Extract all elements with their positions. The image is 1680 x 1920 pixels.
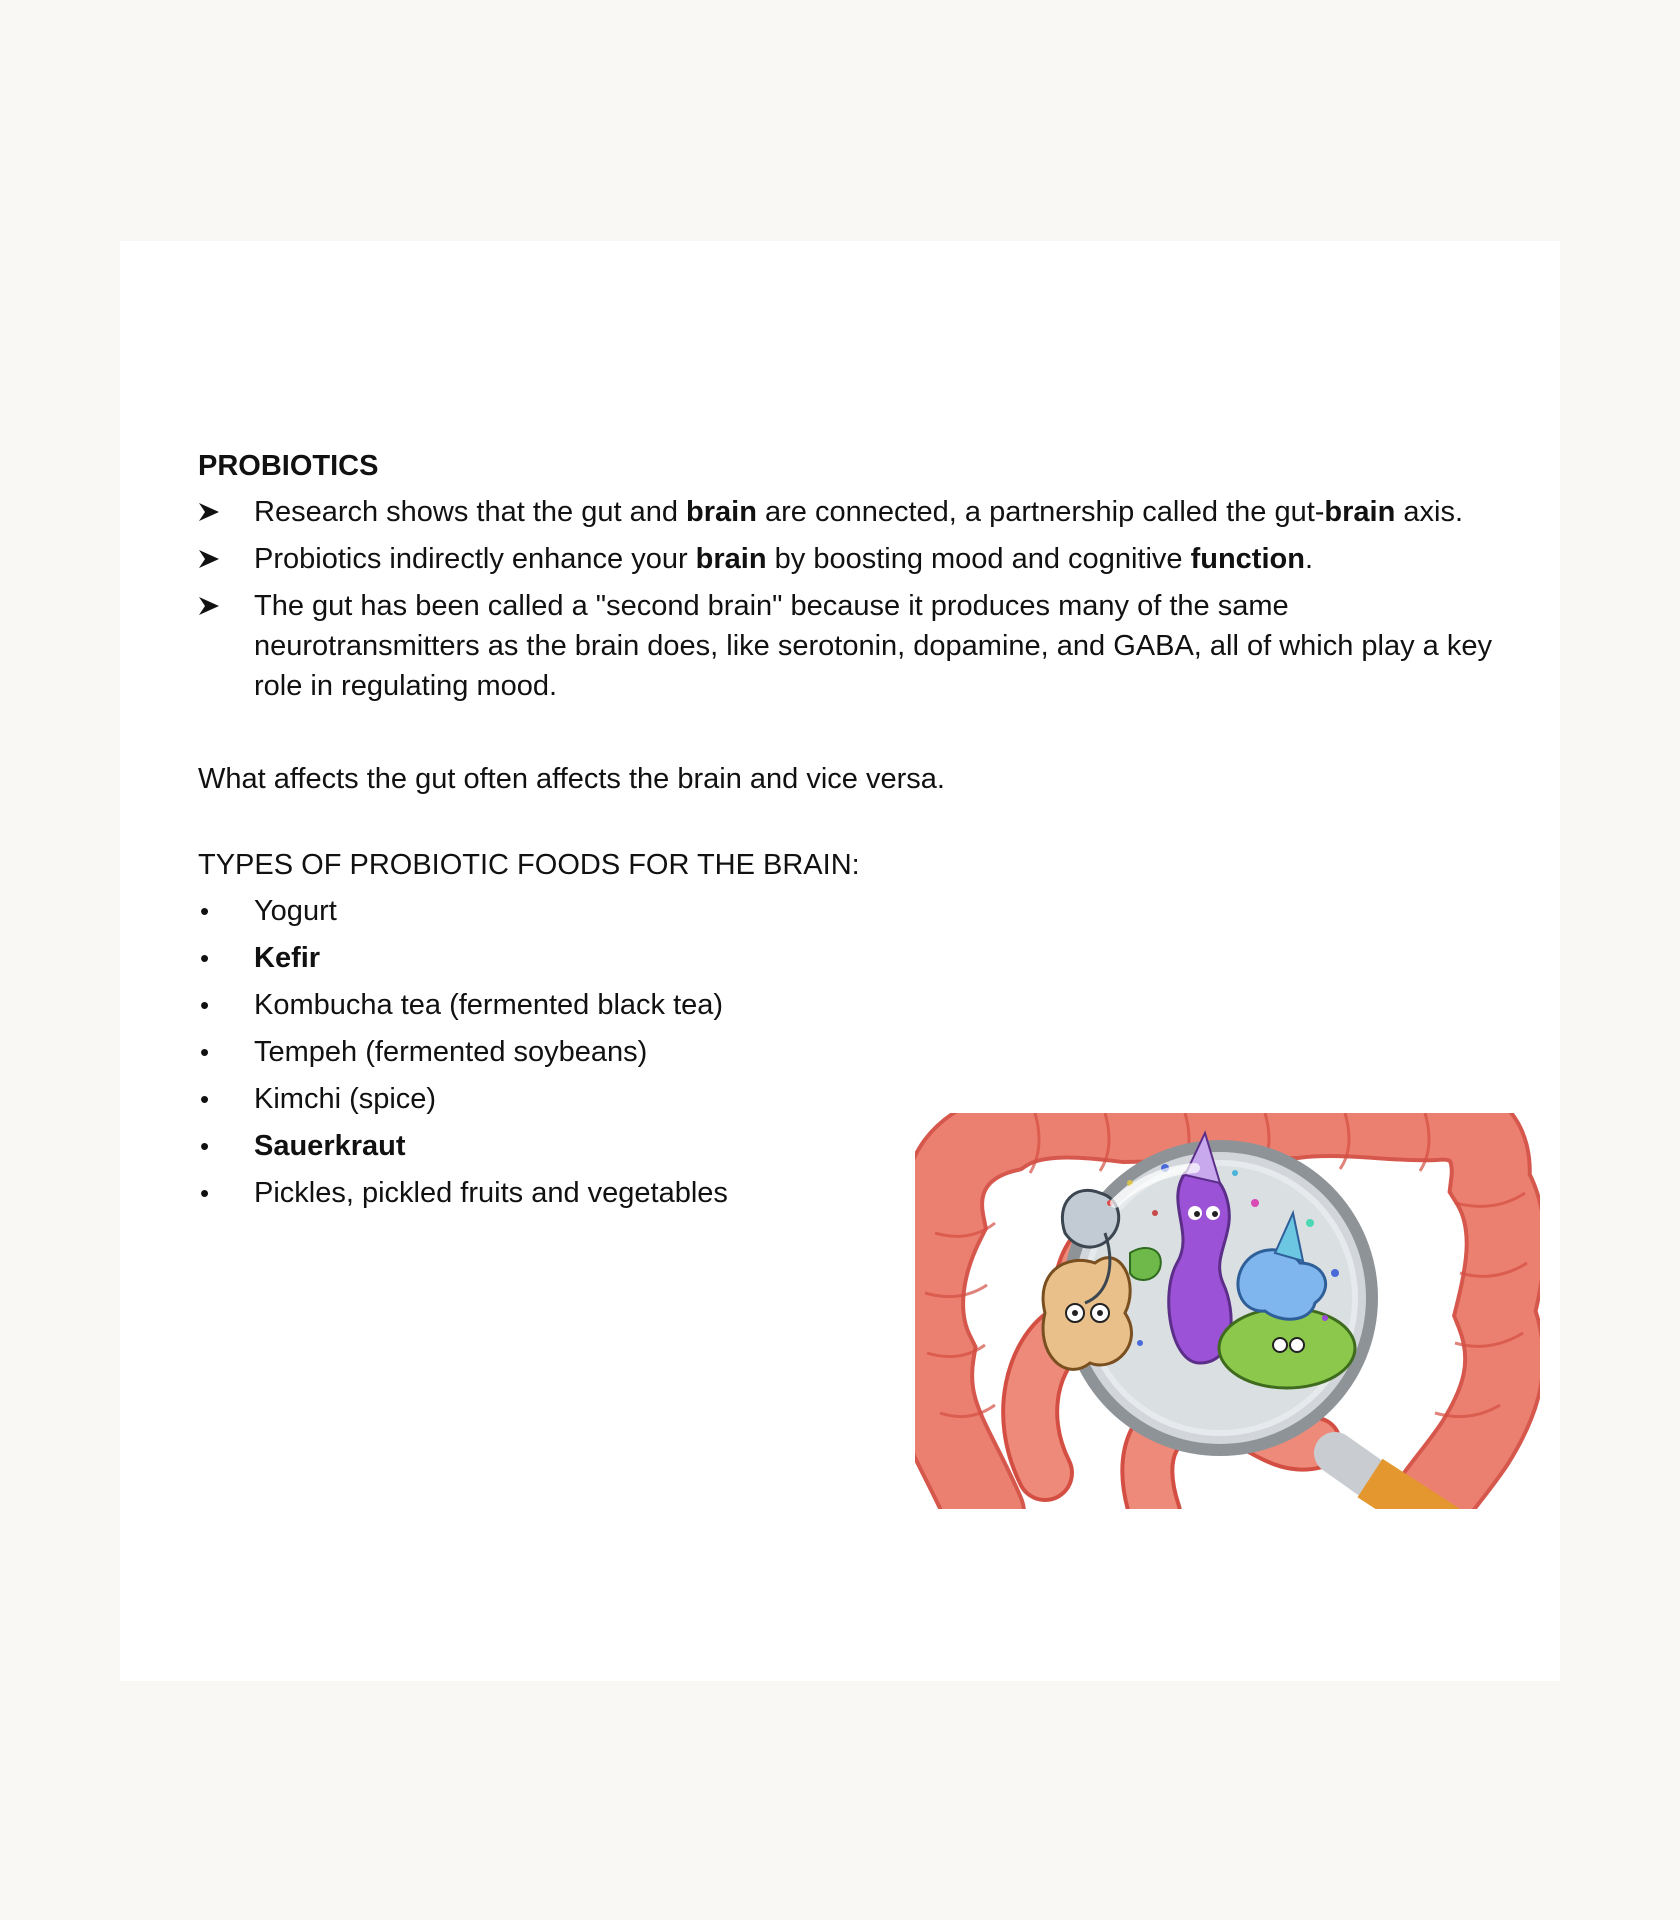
key-point bbox=[198, 586, 1518, 706]
key-point-text: Probiotics indirectly enhance your brain by boosting mood and cognitive function. bbox=[254, 543, 1313, 575]
summary-text: What affects the gut often affects the brain and vice versa. bbox=[198, 763, 945, 795]
bullet-dot: • bbox=[200, 943, 210, 973]
food-item: • Kimchi (spice) bbox=[198, 1079, 1518, 1119]
food-item: • Tempeh (fermented soybeans) bbox=[198, 1032, 1518, 1072]
section-heading: PROBIOTICS bbox=[198, 450, 379, 482]
foods-heading: TYPES OF PROBIOTIC FOODS FOR THE BRAIN: bbox=[198, 849, 860, 881]
key-point-text: The gut has been called a "second brain" because it produces many of the same neurotransmitters as the brain does, like serotonin, dopamine, and GABA, all of which play a key role in regulating mood. bbox=[254, 590, 1492, 702]
key-point bbox=[198, 492, 1518, 532]
gut-microbes-magnifier-icon bbox=[915, 1113, 1540, 1509]
bullet-dot: • bbox=[200, 990, 210, 1020]
document-page bbox=[120, 241, 1560, 1681]
arrow-bullet-icon bbox=[198, 586, 238, 627]
bullet-dot: • bbox=[200, 1178, 210, 1208]
key-points-list bbox=[198, 492, 1518, 706]
arrow-bullet-icon bbox=[198, 492, 238, 533]
food-item: • Kefir bbox=[198, 938, 1518, 978]
arrow-bullet-icon bbox=[198, 539, 238, 580]
document-content bbox=[198, 446, 1518, 1220]
bullet-dot: • bbox=[200, 1037, 210, 1067]
bullet-dot: • bbox=[200, 1084, 210, 1114]
food-item: • Pickles, pickled fruits and vegetables bbox=[198, 1173, 1518, 1213]
bullet-dot: • bbox=[200, 1131, 210, 1161]
food-item: • Sauerkraut bbox=[198, 1126, 1518, 1166]
food-item: • Kombucha tea (fermented black tea) bbox=[198, 985, 1518, 1025]
food-item: • Yogurt bbox=[198, 891, 1518, 931]
key-point bbox=[198, 539, 1518, 579]
bullet-dot: • bbox=[200, 896, 210, 926]
key-point-text: Research shows that the gut and brain are connected, a partnership called the gut-brain axis. bbox=[254, 496, 1464, 528]
